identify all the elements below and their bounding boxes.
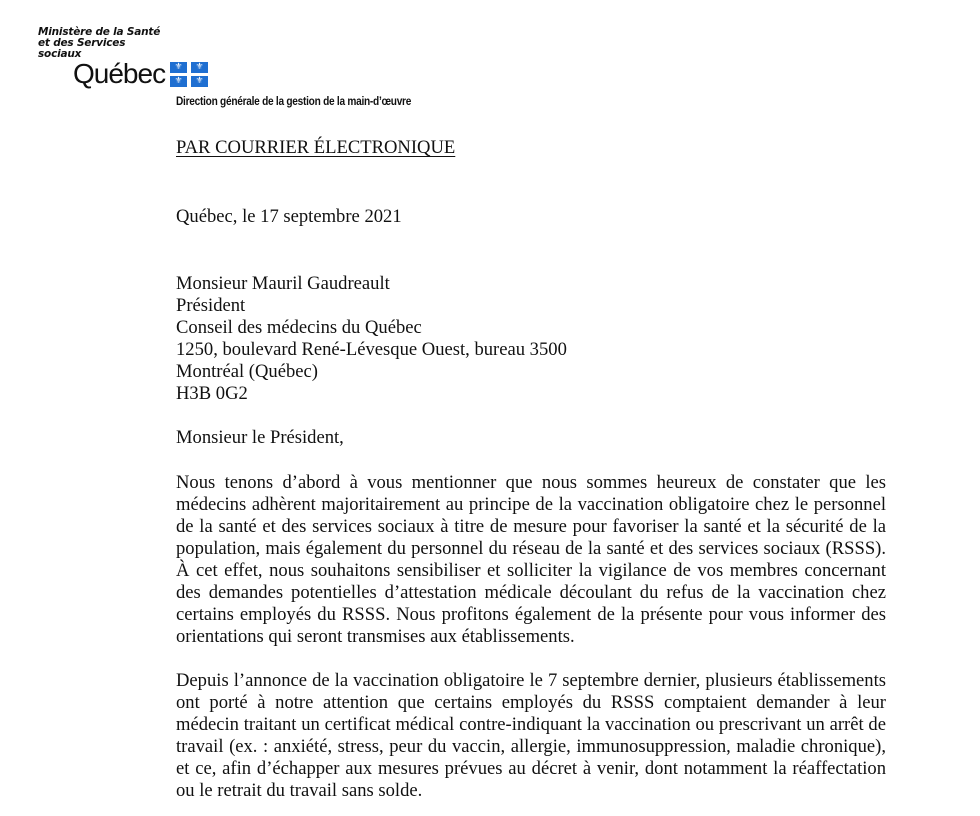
fleur-de-lis-icon: ⚜ xyxy=(191,76,208,87)
department-name: Direction générale de la gestion de la main-d’œuvre xyxy=(176,96,412,108)
paragraph-2: Depuis l’annonce de la vaccination obligatoire le 7 septembre dernier, plusieurs établissements ont porté à notre attention que certains employés du RSSS comptaient demander à leur médecin traitant un certificat médical contre-indiquant la vaccination ou prescrivant un arrêt de travail (ex. : anxiété, stress, peur du vaccin, allergie, immunosuppression, maladie chronique), et ce, afin d’échapper aux mesures prévues au décret à venir, dont notamment la réaffectation ou le retrait du travail sans solde. xyxy=(176,670,886,801)
recipient-street: 1250, boulevard René-Lévesque Ouest, bureau 3500 xyxy=(176,339,567,360)
recipient-organization: Conseil des médecins du Québec xyxy=(176,317,422,338)
fleur-de-lis-icon: ⚜ xyxy=(170,76,187,87)
paragraph-1: Nous tenons d’abord à vous mentionner que nous sommes heureux de constater que les médecins adhèrent majoritairement au principe de la vaccination obligatoire chez le personnel de la santé et des services sociaux à titre de mesure pour favoriser la santé et la sécurité de la population, mais également du personnel du réseau de la santé et des services sociaux (RSSS). À cet effet, nous souhaitons sensibiliser et solliciter la vigilance de vos membres concernant des demandes potentielles d’attestation médicale découlant du refus de la vaccination chez certains employés du RSSS. Nous profitons également de la présente pour vous informer des orientations qui seront transmises aux établissements. xyxy=(176,472,886,647)
recipient-city: Montréal (Québec) xyxy=(176,361,318,382)
ministry-logo xyxy=(38,26,204,89)
delivery-mode-heading: PAR COURRIER ÉLECTRONIQUE xyxy=(176,137,456,158)
ministry-name-line-2: et des Services xyxy=(38,37,126,49)
fleur-de-lis-icon: ⚜ xyxy=(191,62,208,73)
quebec-flag-icon xyxy=(170,62,208,87)
letter-date: Québec, le 17 septembre 2021 xyxy=(176,206,402,227)
quebec-wordmark xyxy=(73,59,208,89)
recipient-address xyxy=(176,273,567,405)
ministry-name-line-3: sociaux xyxy=(38,48,82,60)
recipient-title: Président xyxy=(176,295,246,316)
recipient-postal-code: H3B 0G2 xyxy=(176,383,248,404)
quebec-logo-text: Québec xyxy=(73,58,166,89)
recipient-name: Monsieur Mauril Gaudreault xyxy=(176,273,390,294)
fleur-de-lis-icon: ⚜ xyxy=(170,62,187,73)
salutation: Monsieur le Président, xyxy=(176,427,344,448)
ministry-name-line-1: Ministère de la Santé xyxy=(38,26,161,38)
